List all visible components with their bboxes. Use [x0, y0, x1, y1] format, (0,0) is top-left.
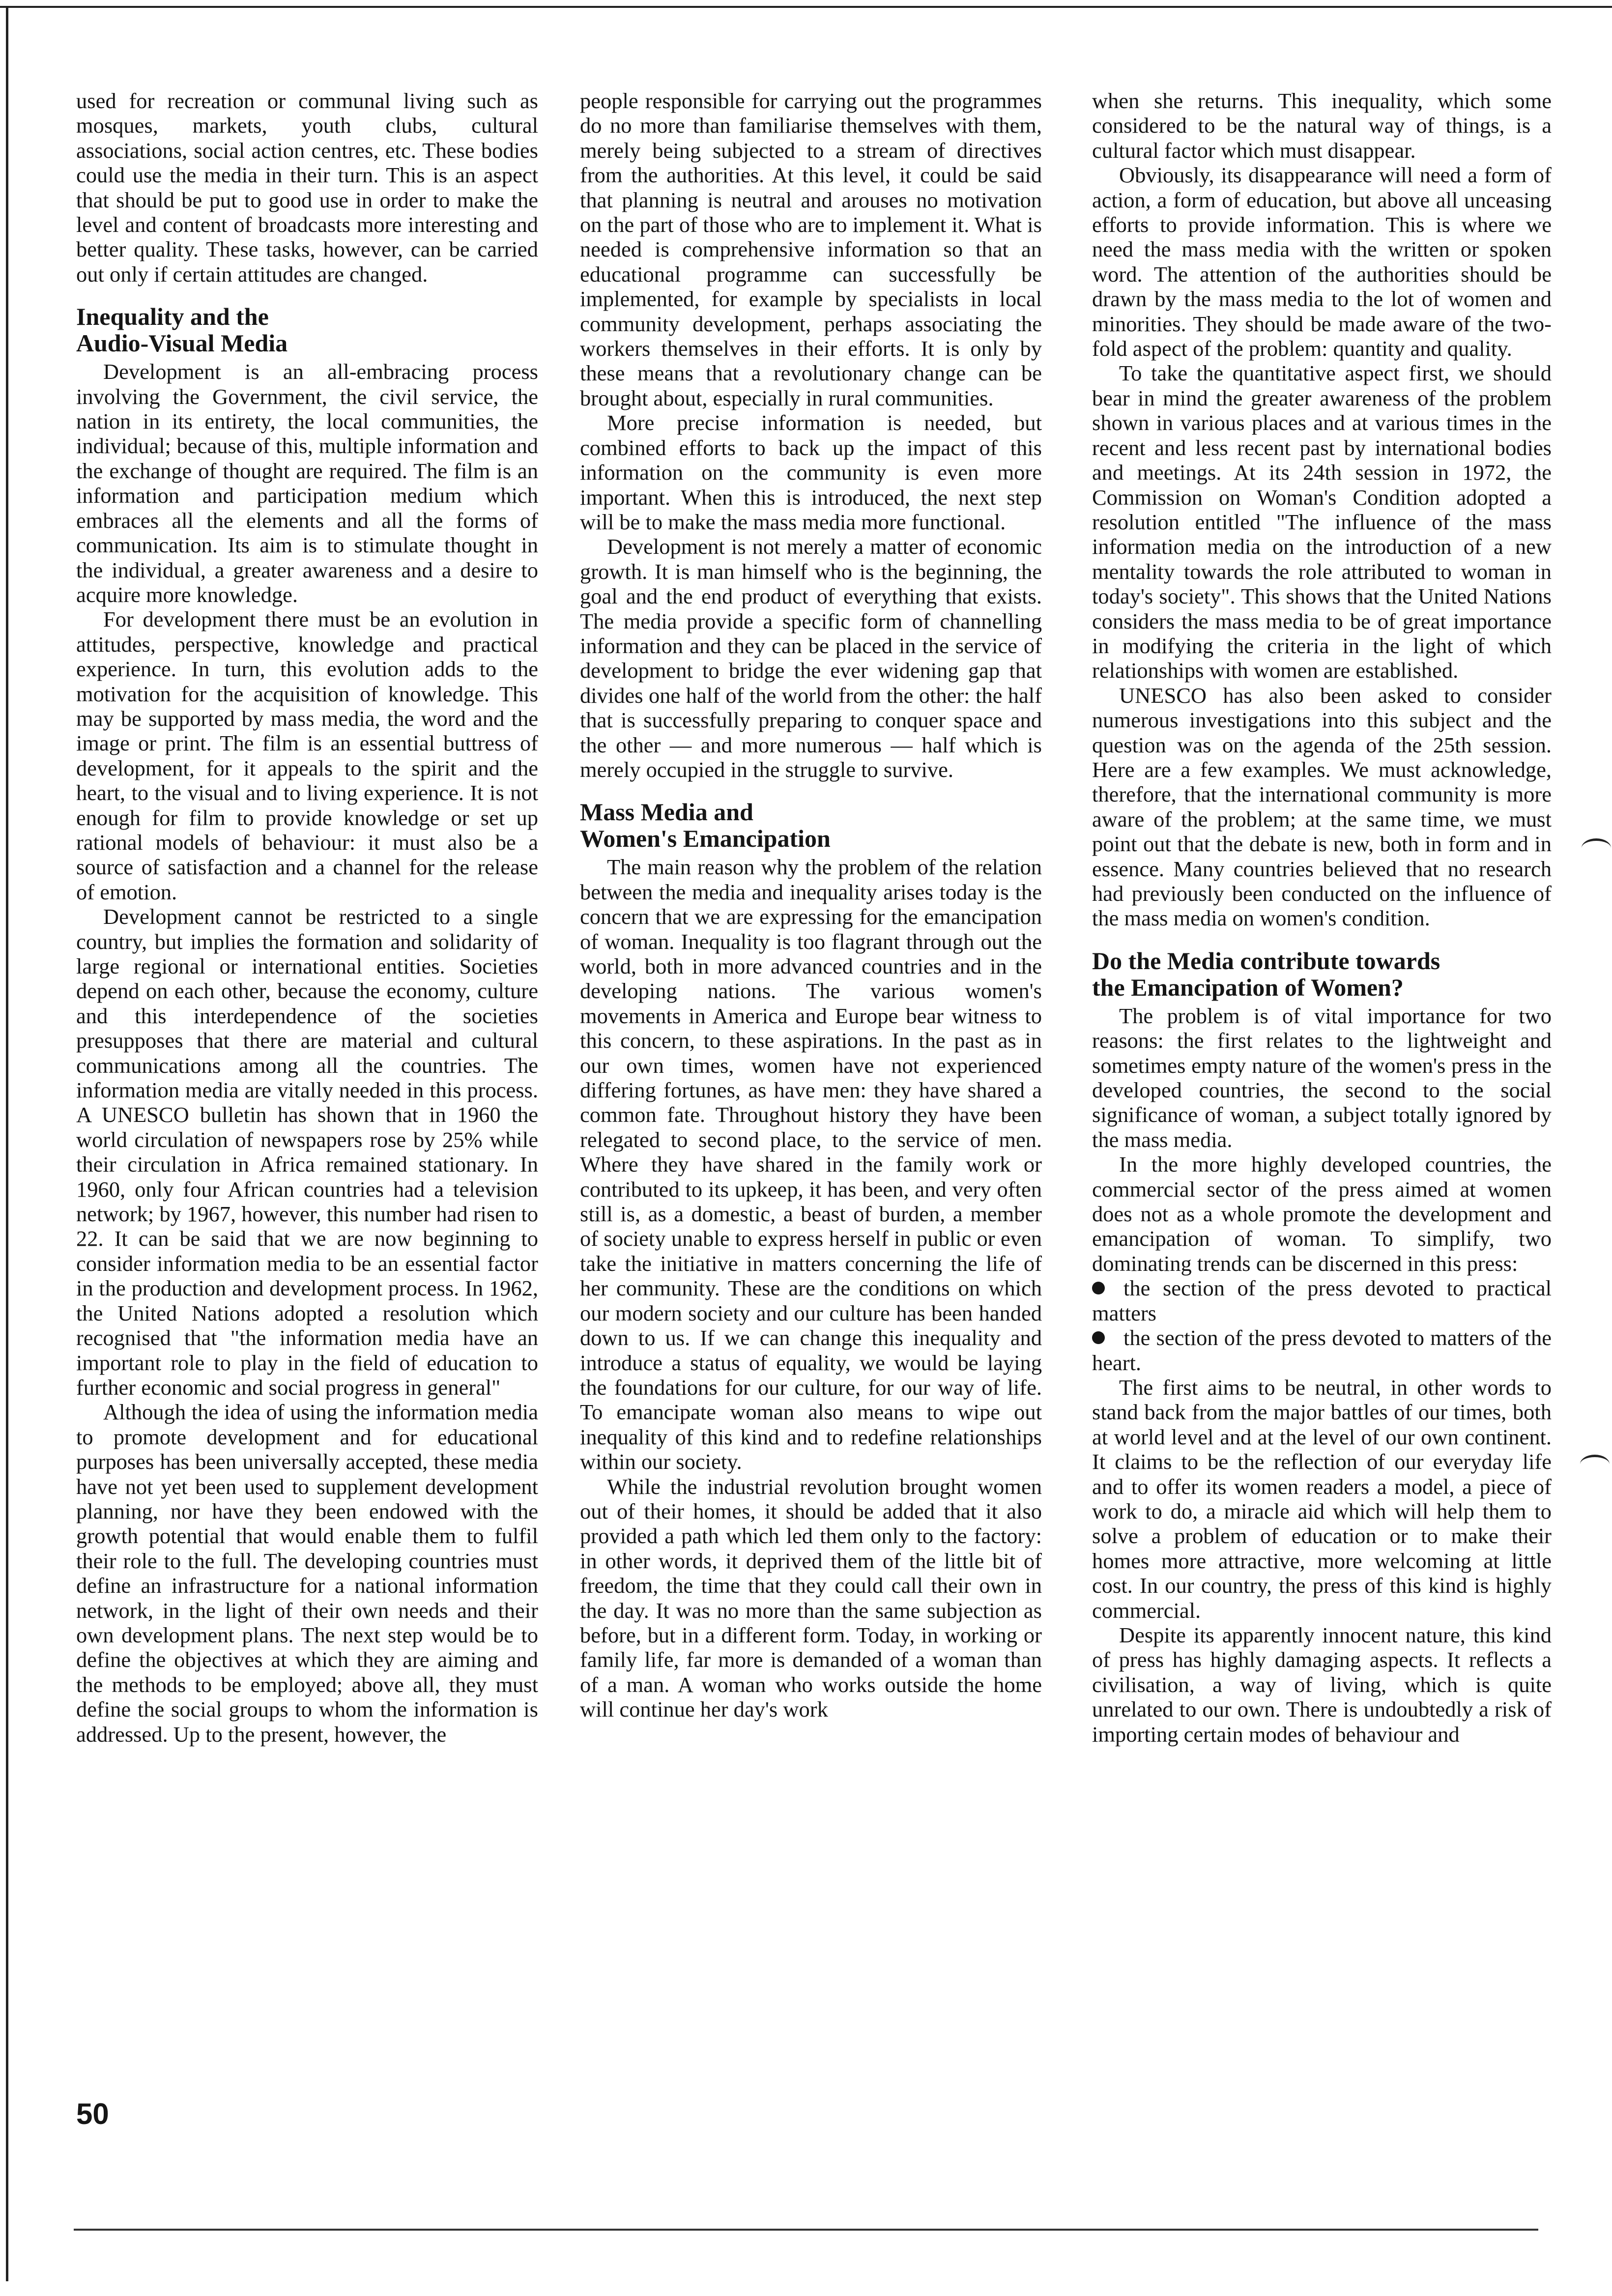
- section-heading-mass-media: [580, 799, 1042, 852]
- paragraph: The problem is of vital importance for two reasons: the first relates to the lightweight and sometimes empty nature of the women's press in the developed countries, the second to the social significance of woman, a subject totally ignored by the mass media.: [1092, 1003, 1552, 1152]
- text-column-3: [1092, 88, 1552, 1747]
- paragraph: In the more highly developed countries, the commercial sector of the press aimed at women does not as a whole promote the development and emancipation of woman. To simplify, two dominating trends can be discerned in this press:: [1092, 1152, 1552, 1276]
- paragraph: The main reason why the problem of the relation between the media and inequality arises today is the concern that we are expressing for the emancipation of woman. Inequality is too flagrant through out the world, both in more advanced countries and in the developing nations. The various women's movements in America and Europe bear witness to this concern, to these aspirations. In the past as in our own times, women have not experienced differing fortunes, as have men: they have shared a common fate. Throughout history they have been relegated to second place, to the service of men. Where they have shared in the family work or contributed to its upkeep, it has been, and very often still is, as a domestic, a beast of burden, a member of society unable to express herself in public or even take the initiative in matters concerning the life of her community. These are the conditions on which our modern society and our culture has been handed down to us. If we can change this inequality and introduce a status of equality, we would be laying the foundations for our culture, for our way of life. To emancipate woman also means to wipe out inequality of this kind and to redefine relationships within our society.: [580, 855, 1042, 1474]
- paragraph: For development there must be an evolution in attitudes, perspective, knowledge and practical experience. In turn, this evolution adds to the motivation for the acquisition of knowledge. This may be supported by mass media, the word and the image or print. The film is an essential buttress of development, for it appeals to the spirit and the heart, to the visual and to living experience. It is not enough for film to provide knowledge or set up rational models of behaviour: it must also be a source of satisfaction and a channel for the release of emotion.: [76, 607, 538, 904]
- bullet-item: [1092, 1325, 1552, 1375]
- heading-line: the Emancipation of Women?: [1092, 973, 1404, 1001]
- margin-mark: [1582, 838, 1611, 858]
- paragraph: UNESCO has also been asked to consider numerous investigations into this subject and the question was on the agenda of the 25th session. Here are a few examples. We must acknowledge, therefore, that the international community is more aware of the problem; at the same time, we must point out that the debate is new, both in form and in essence. Many countries believed that no research had previously been conducted on the influence of the mass media on women's condition.: [1092, 683, 1552, 931]
- paragraph: Although the idea of using the information media to promote development and for educational purposes has been universally accepted, these media have not yet been used to supplement development planning, nor have they been endowed with the growth potential that would enable them to fulfil their role to the full. The developing countries must define an infrastructure for a national information network, in the light of their own needs and their own development plans. The next step would be to define the objectives at which they are aiming and the methods to be employed; above all, they must define the social groups to whom the information is addressed. Up to the present, however, the: [76, 1400, 538, 1747]
- margin-mark: [1580, 1455, 1610, 1474]
- heading-line: Mass Media and: [580, 798, 753, 826]
- bullet-dot-icon: [1092, 1331, 1105, 1344]
- section-heading-inequality: [76, 303, 538, 356]
- text-column-1: [76, 88, 538, 1747]
- bullet-text: the section of the press devoted to practical matters: [1092, 1276, 1552, 1325]
- paragraph: Obviously, its disappearance will need a form of action, a form of education, but above all unceasing efforts to provide information. This is where we need the mass media with the written or spoken word. The attention of the authorities should be drawn by the mass media to the lot of women and minorities. They should be made aware of the two-fold aspect of the problem: quantity and quality.: [1092, 163, 1552, 361]
- paragraph: To take the quantitative aspect first, we should bear in mind the greater awareness of the problem shown in various places and at various times in the recent and less recent past by international bodies and meetings. At its 24th session in 1972, the Commission on Woman's Condition adopted a resolution entitled "The influence of the mass information media on the introduction of a new mentality towards the role attributed to woman in today's society". This shows that the United Nations considers the mass media to be of great importance in modifying the criteria in the light of which relationships with women are established.: [1092, 361, 1552, 683]
- paragraph: when she returns. This inequality, which some considered to be the natural way of things, is a cultural factor which must disappear.: [1092, 88, 1552, 163]
- paragraph: The first aims to be neutral, in other words to stand back from the major battles of our times, both at world level and at the level of our own continent. It claims to be the reflection of our everyday life and to offer its women readers a model, a piece of work to do, a miracle aid which will help them to solve a problem of education or to make their homes more attractive, more welcoming at little cost. In our country, the press of this kind is highly commercial.: [1092, 1375, 1552, 1623]
- paragraph: Development cannot be restricted to a single country, but implies the formation and solidarity of large regional or international entities. Societies depend on each other, because the economy, culture and this interdependence of the societies presupposes that there are material and cultural communications among all the countries. The information media are vitally needed in this process. A UNESCO bulletin has shown that in 1960 the world circulation of newspapers rose by 25% while their circulation in Africa remained stationary. In 1960, only four African countries had a television network; by 1967, however, this number had risen to 22. It can be said that we are now beginning to consider information media to be an essential factor in the production and development process. In 1962, the United Nations adopted a resolution which recognised that "the information media have an important role to play in the field of education to further economic and social progress in general": [76, 904, 538, 1400]
- page-number: 50: [76, 2097, 109, 2130]
- heading-line: Women's Emancipation: [580, 825, 831, 853]
- paragraph: used for recreation or communal living such as mosques, markets, youth clubs, cultural associations, social action centres, etc. These bodies could use the media in their turn. This is an aspect that should be put to good use in order to make the level and content of broadcasts more interesting and better quality. These tasks, however, can be carried out only if certain attitudes are changed.: [76, 88, 538, 287]
- page-border-left: [6, 6, 8, 2281]
- heading-line: Do the Media contribute towards: [1092, 947, 1440, 975]
- paragraph: Despite its apparently innocent nature, this kind of press has highly damaging aspects. It reflects a civilisation, a way of living, which is quite unrelated to our own. There is undoubtedly a risk of importing certain modes of behaviour and: [1092, 1622, 1552, 1747]
- bullet-text: the section of the press devoted to matters of the heart.: [1092, 1325, 1552, 1375]
- bullet-dot-icon: [1092, 1282, 1105, 1294]
- paragraph: Development is an all-embracing process involving the Government, the civil service, the nation in its entirety, the local communities, the individual; because of this, multiple information and the exchange of thought are required. The film is an information and participation medium which embraces all the elements and all the forms of communication. Its aim is to stimulate thought in the individual, a greater awareness and a desire to acquire more knowledge.: [76, 359, 538, 607]
- page-border-bottom: [74, 2229, 1538, 2231]
- bullet-item: [1092, 1276, 1552, 1325]
- text-column-2: [580, 88, 1042, 1722]
- paragraph: More precise information is needed, but combined efforts to back up the impact of this information on the community is even more important. When this is introduced, the next step will be to make the mass media more functional.: [580, 410, 1042, 534]
- paragraph: Development is not merely a matter of economic growth. It is man himself who is the beginning, the goal and the end product of everything that exists. The media provide a specific form of channelling information and they can be placed in the service of development to bridge the ever widening gap that divides one half of the world from the other: the half that is successfully preparing to conquer space and the other — and more numerous — half which is merely occupied in the struggle to survive.: [580, 534, 1042, 782]
- paragraph: people responsible for carrying out the programmes do no more than familiarise themselves with them, merely being subjected to a stream of directives from the authorities. At this level, it could be said that planning is neutral and arouses no motivation on the part of those who are to implement it. What is needed is comprehensive information so that an educational programme can successfully be implemented, for example by specialists in local community development, perhaps associating the workers themselves in their efforts. It is only by these means that a revolutionary change can be brought about, especially in rural communities.: [580, 88, 1042, 410]
- heading-line: Audio-Visual Media: [76, 329, 288, 357]
- section-heading-do-the-media: [1092, 947, 1552, 1001]
- paragraph: While the industrial revolution brought women out of their homes, it should be added that it also provided a path which led them only to the factory: in other words, it deprived them of the little bit of freedom, the time that they could call their own in the day. It was no more than the same subjection as before, but in a different form. Today, in working or family life, far more is demanded of a woman than of a man. A woman who works outside the home will continue her day's work: [580, 1474, 1042, 1722]
- page-border-top: [0, 6, 1612, 8]
- heading-line: Inequality and the: [76, 303, 269, 331]
